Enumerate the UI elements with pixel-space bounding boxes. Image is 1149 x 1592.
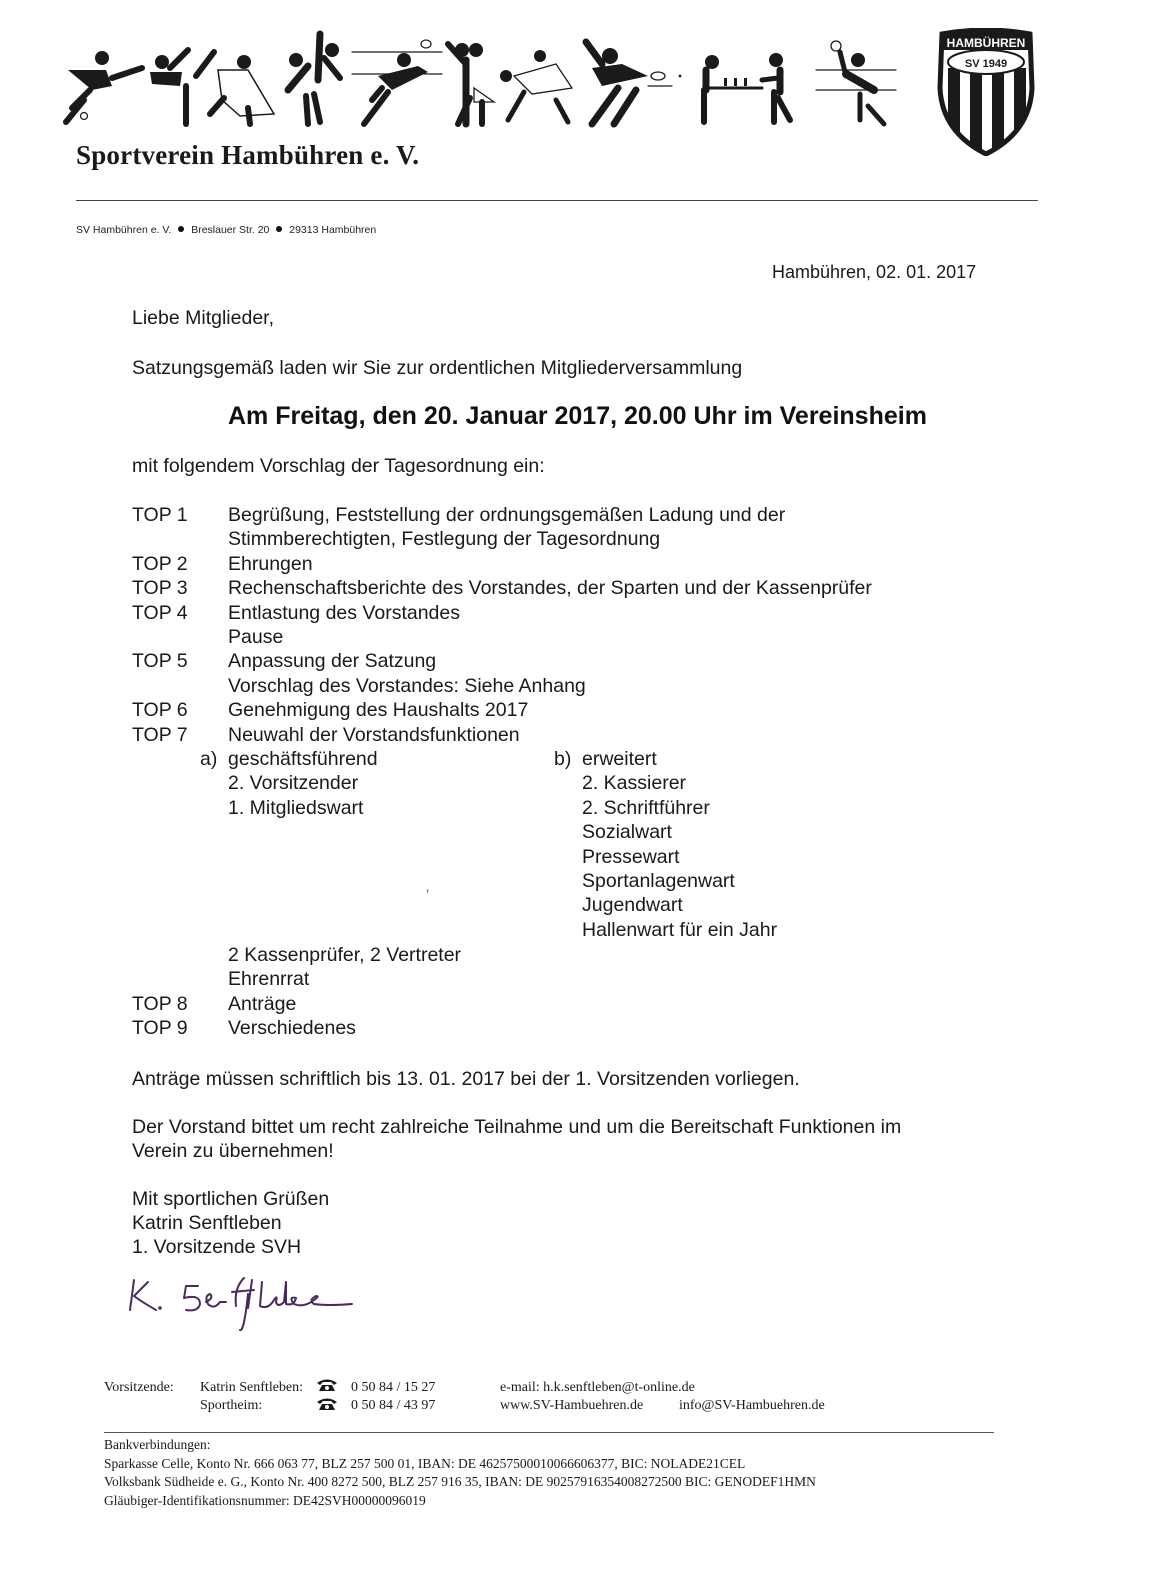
top7-b-item: 2. Kassierer: [582, 772, 687, 795]
top7-extra-item: 2 Kassenprüfer, 2 Vertreter: [228, 944, 462, 966]
agenda-text: Ehrungen: [228, 552, 313, 575]
judo-pictogram-icon: [196, 52, 274, 124]
agenda-key: TOP 9: [132, 1017, 188, 1040]
closing: Mit sportlichen Grüßen: [132, 1188, 330, 1210]
top7-b-item: Sozialwart: [582, 821, 672, 844]
agenda-text: Pause: [228, 626, 284, 649]
top7-a-item: 1. Mitgliedswart: [228, 796, 364, 819]
agenda-key: [132, 625, 228, 649]
website-link[interactable]: www.SV-Hambuehren.de: [500, 1398, 644, 1413]
signer-name: Katrin Senftleben: [132, 1212, 282, 1234]
agenda-intro: mit folgendem Vorschlag der Tagesordnung ein:: [132, 455, 545, 477]
top7-b-item: Jugendwart: [582, 894, 683, 917]
top7-b-item: 2. Schriftführer: [582, 796, 710, 819]
table-tennis-pictogram-icon: [586, 42, 681, 124]
agenda-text: Entlastung des Vorstandes: [228, 601, 460, 624]
sender-club: SV Hambühren e. V.: [76, 224, 172, 236]
agenda-key: TOP 5: [132, 650, 188, 673]
agenda-key: TOP 4: [132, 601, 188, 624]
agenda-text: Begrüßung, Feststellung der ordnungsgemäßen Ladung und der: [228, 504, 786, 526]
agenda-key: TOP 3: [132, 577, 188, 600]
agenda-row: [132, 698, 872, 722]
agenda-row: [132, 576, 872, 600]
agenda-key: TOP 1: [132, 504, 188, 526]
contact1-name: Katrin Senftleben:: [200, 1380, 304, 1395]
badminton-pictogram-icon: [352, 40, 442, 124]
top7-b-item: Pressewart: [582, 845, 680, 868]
sport-pictograms-banner: [62, 28, 900, 128]
agenda-text: Vorschlag des Vorstandes: Siehe Anhang: [228, 674, 586, 697]
volleyball-pictogram-icon: [816, 41, 896, 124]
top7-b-title: erweitert: [582, 748, 657, 770]
sender-street: Breslauer Str. 20: [191, 224, 270, 236]
info-email-link[interactable]: info@SV-Hambuehren.de: [679, 1398, 825, 1413]
agenda-text: Anpassung der Satzung: [228, 650, 437, 673]
agenda-text: Stimmberechtigten, Festlegung der Tagesordnung: [228, 528, 661, 551]
telephone-icon: [316, 1397, 338, 1411]
bank-account-sparkasse: Sparkasse Celle, Konto Nr. 666 063 77, BLZ 257 500 01, IBAN: DE 46257500010066606377, BIC: NOLADE21CEL: [104, 1455, 746, 1471]
header-divider: [76, 200, 1038, 201]
agenda-key: [132, 527, 228, 551]
top7-extended-list: [554, 747, 777, 942]
bullet-icon: [276, 226, 282, 232]
appeal-line-2: Verein zu übernehmen!: [132, 1140, 334, 1162]
top7-b-item: Hallenwart für ein Jahr: [582, 918, 778, 941]
signer-role: 1. Vorsitzende SVH: [132, 1236, 302, 1258]
agenda-row: [132, 723, 872, 747]
contact2-name: Sportheim:: [200, 1398, 263, 1413]
basketball-pictogram-icon: [288, 34, 340, 124]
top7-a-title: geschäftsführend: [228, 748, 378, 770]
top7-a-label: a): [200, 748, 218, 770]
deadline-note: Anträge müssen schriftlich bis 13. 01. 2017 bei der 1. Vorsitzenden vorliegen.: [132, 1068, 800, 1090]
agenda-text: Anträge: [228, 992, 297, 1015]
place-date: Hambühren, 02. 01. 2017: [772, 262, 977, 282]
top7-executive-list: [200, 747, 378, 820]
agenda-key: TOP 6: [132, 699, 188, 722]
top7-extra-item: Ehrenrrat: [228, 968, 310, 991]
agenda-key: TOP 2: [132, 552, 188, 575]
agenda-key: TOP 7: [132, 723, 188, 746]
chess-pictogram-icon: [704, 53, 790, 122]
agenda-row: [132, 601, 872, 625]
creditor-id: Gläubiger-Identifikationsnummer: DE42SVH00000096019: [104, 1492, 426, 1508]
agenda-key: [132, 674, 228, 698]
soccer-pictogram-icon: [66, 51, 142, 122]
agenda-text: Genehmigung des Haushalts 2017: [228, 699, 529, 722]
agenda-list-end: [132, 943, 461, 1041]
crest-year-text: SV 1949: [964, 58, 1008, 70]
bullet-icon: [178, 226, 184, 232]
top7-b-label: b): [554, 748, 572, 770]
bank-details: [104, 1436, 816, 1510]
agenda-row: [132, 992, 461, 1016]
agenda-row: [132, 527, 872, 551]
agenda-row: [132, 503, 872, 527]
top7-b-item: Sportanlagenwart: [582, 870, 735, 893]
stray-mark: ‚: [426, 878, 430, 894]
sender-address-line: [76, 224, 376, 236]
contact1-phone: 0 50 84 / 15 27: [351, 1380, 436, 1395]
gymnastics-pictogram-icon: [150, 50, 188, 124]
appeal-line-1: Der Vorstand bittet um recht zahlreiche Teilnahme und um die Bereitschaft Funktionen im: [132, 1116, 902, 1138]
agenda-key: TOP 8: [132, 992, 188, 1015]
agenda-text: Rechenschaftsberichte des Vorstandes, der Sparten und der Kassenprüfer: [228, 577, 872, 600]
agenda-row: [132, 552, 872, 576]
agenda-list: [132, 503, 872, 747]
club-crest-logo: [934, 28, 1038, 156]
crest-name-text: HAMBÜHREN: [946, 36, 1026, 50]
contacts-label: Vorsitzende:: [104, 1380, 174, 1395]
handwritten-signature: [128, 1272, 368, 1334]
fencing-pictogram-icon: [500, 50, 572, 122]
bank-label: Bankverbindungen:: [104, 1437, 211, 1452]
agenda-row: [132, 649, 872, 673]
footer-divider: [104, 1432, 994, 1433]
intro-text: Satzungsgemäß laden wir Sie zur ordentlichen Mitgliederversammlung: [132, 357, 743, 379]
top7-a-item: 2. Vorsitzender: [228, 772, 359, 795]
meeting-headline: Am Freitag, den 20. Januar 2017, 20.00 Uhr im Vereinsheim: [228, 402, 927, 430]
contact2-phone: 0 50 84 / 43 97: [351, 1398, 436, 1413]
telephone-icon: [316, 1378, 338, 1392]
dance-pictogram-icon: [448, 43, 494, 124]
email-link[interactable]: e-mail: h.k.senftleben@t-online.de: [500, 1380, 695, 1395]
club-name-heading: Sportverein Hambühren e. V.: [76, 140, 420, 170]
agenda-text: Neuwahl der Vorstandsfunktionen: [228, 723, 520, 746]
agenda-text: Verschiedenes: [228, 1017, 356, 1040]
bank-account-volksbank: Volksbank Südheide e. G., Konto Nr. 400 8272 500, BLZ 257 916 35, IBAN: DE 90257916354008272500 BIC: GENODEF1HMN: [104, 1474, 816, 1489]
sender-city: 29313 Hambühren: [289, 224, 377, 236]
agenda-row: [132, 1016, 461, 1040]
salutation: Liebe Mitglieder,: [132, 307, 275, 329]
agenda-row: [132, 674, 872, 698]
agenda-row: [132, 625, 872, 649]
